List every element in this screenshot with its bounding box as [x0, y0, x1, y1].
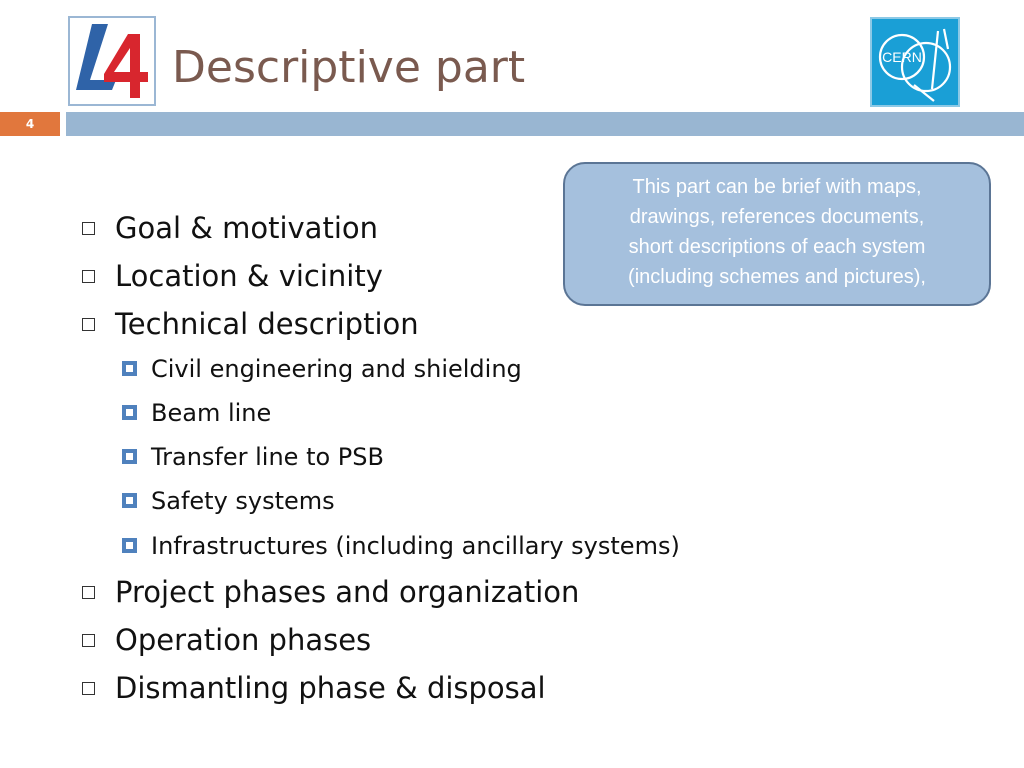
- filled-square-bullet-icon: [122, 538, 137, 553]
- bullet-text: Infrastructures (including ancillary systems): [151, 532, 680, 560]
- bullet-text: Transfer line to PSB: [151, 443, 384, 471]
- bullet-text: Safety systems: [151, 487, 335, 515]
- slide-number: 4: [0, 112, 60, 136]
- header-rule-bar: [66, 112, 1024, 136]
- l4-logo: [68, 16, 156, 106]
- cern-logo-text: CERN: [882, 49, 922, 65]
- bullet-text: Operation phases: [115, 623, 372, 657]
- l4-logo-text: L4: [70, 18, 72, 19]
- hollow-square-bullet-icon: [82, 222, 95, 235]
- bullet-text: Civil engineering and shielding: [151, 355, 522, 383]
- sub-bullet-item: [122, 396, 271, 430]
- bullet-text: Project phases and organization: [115, 575, 580, 609]
- page-title: Descriptive part: [172, 42, 526, 93]
- bullet-item: [82, 304, 419, 344]
- callout-line: (including schemes and pictures),: [628, 266, 926, 288]
- callout-line: drawings, references documents,: [629, 206, 925, 228]
- bullet-text: Technical description: [115, 307, 419, 341]
- filled-square-bullet-icon: [122, 361, 137, 376]
- filled-square-bullet-icon: [122, 493, 137, 508]
- bullet-item: [82, 572, 579, 612]
- sub-bullet-item: [122, 529, 680, 563]
- l4-logo-graphic: [70, 18, 154, 104]
- sub-bullet-item: [122, 440, 384, 474]
- filled-square-bullet-icon: [122, 449, 137, 464]
- hollow-square-bullet-icon: [82, 586, 95, 599]
- cern-logo-graphic: [872, 19, 958, 105]
- hollow-square-bullet-icon: [82, 318, 95, 331]
- sub-bullet-item: [122, 484, 335, 518]
- bullet-text: Dismantling phase & disposal: [115, 671, 546, 705]
- bullet-text: Goal & motivation: [115, 211, 378, 245]
- hollow-square-bullet-icon: [82, 270, 95, 283]
- bullet-item: [82, 208, 378, 248]
- bullet-item: [82, 620, 371, 660]
- filled-square-bullet-icon: [122, 405, 137, 420]
- sub-bullet-item: [122, 352, 522, 386]
- cern-logo: [870, 17, 960, 107]
- callout-line: short descriptions of each system: [628, 236, 926, 258]
- bullet-item: [82, 668, 546, 708]
- bullet-text: Beam line: [151, 399, 272, 427]
- callout-note: [563, 162, 991, 306]
- bullet-text: Location & vicinity: [115, 259, 383, 293]
- bullet-item: [82, 256, 383, 296]
- callout-line: This part can be brief with maps,: [632, 176, 922, 198]
- hollow-square-bullet-icon: [82, 682, 95, 695]
- hollow-square-bullet-icon: [82, 634, 95, 647]
